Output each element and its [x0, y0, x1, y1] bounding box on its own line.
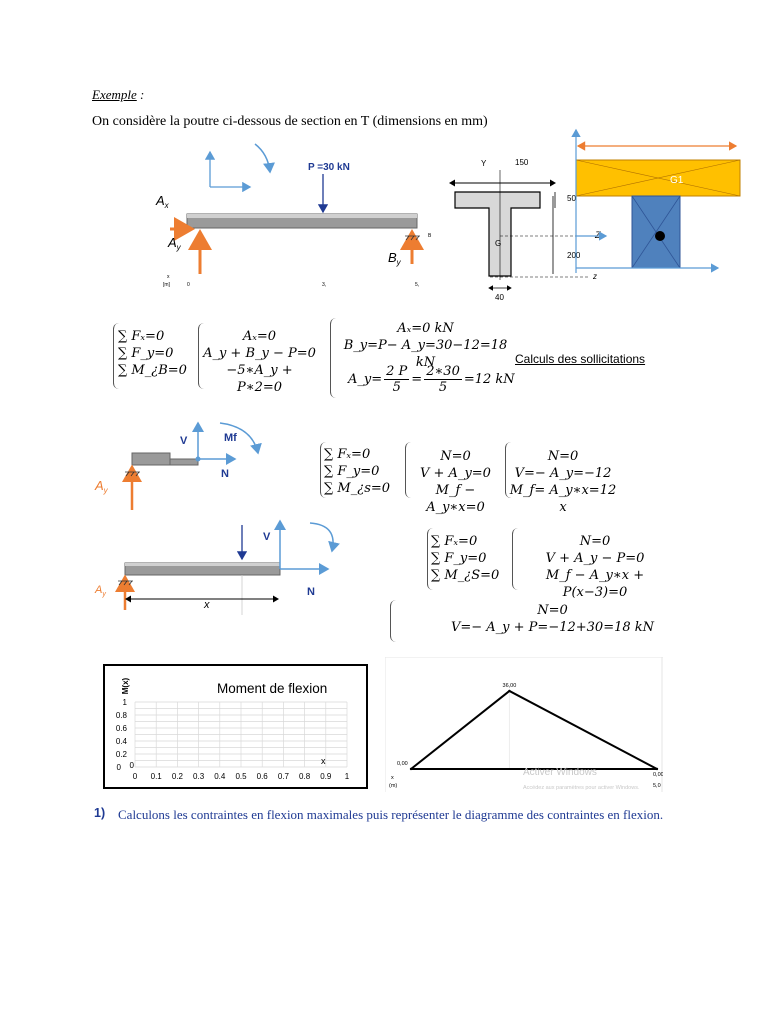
moment-chart: [385, 657, 663, 792]
eq2-sys1-line: ∑ Fₓ=0: [324, 447, 371, 462]
width-label: 150: [515, 158, 529, 167]
eq1-frac1: [384, 364, 409, 395]
eq1-frac2: [424, 364, 462, 395]
cut2-m-arrow: [310, 523, 333, 551]
chart-ylabel: M(x): [121, 677, 130, 695]
g1-label: G1: [670, 175, 684, 186]
cut2-ay-label: [94, 584, 106, 598]
cut2-ay-main: A: [95, 584, 103, 596]
empty-chart-frame: [103, 664, 368, 789]
ax-sub: x: [164, 201, 169, 210]
flange-height-label: 50: [567, 194, 576, 203]
eq3-sys1-line: ∑ M_¿S=0: [431, 568, 500, 583]
y-tick-label: 0.8: [115, 711, 127, 720]
eq1-frac2-num: 2∗30: [426, 363, 460, 379]
cut2-x-label: x: [204, 599, 210, 611]
eq4-sys: [440, 602, 665, 638]
eq1-eq: =: [411, 371, 423, 387]
z-axis-label: Z: [595, 230, 601, 240]
eq2-sys3: [508, 448, 618, 516]
eq3-sys1: [431, 533, 499, 584]
eq1-sys2-line: Aₓ=0: [242, 329, 277, 344]
axis-x-label: x: [167, 274, 170, 280]
cut1-ay-main: A: [95, 478, 104, 493]
tick-5: 5,: [415, 282, 420, 288]
x-tick-label: 0.4: [214, 772, 226, 781]
cut1-mf-label: Mf: [224, 432, 237, 444]
y-tick-label: 1: [122, 698, 127, 707]
x-axis-label: x: [391, 775, 394, 781]
cut1-figure: [90, 415, 280, 515]
x-tick-label: 1: [344, 772, 350, 781]
eq1-rhs: =12 kN: [463, 371, 515, 387]
eq2-sys3-line: N=0: [547, 449, 579, 464]
beam-figure: [150, 132, 435, 297]
cut1-beam-step: [170, 459, 198, 465]
moment-point: [508, 690, 510, 692]
cut2-diagram: [90, 515, 360, 630]
cut2-v-label: V: [263, 531, 271, 543]
colored-section-diagram: [568, 128, 743, 283]
eq2-sys2: [408, 448, 503, 516]
g-label: G: [495, 239, 502, 248]
watermark-title: Activer Windows: [523, 767, 597, 778]
centroid-dot: [655, 231, 665, 241]
intro-text: On considère la poutre ci-dessous de section en T (dimensions en mm): [92, 114, 488, 129]
axis-unit-label: [m]: [163, 282, 170, 288]
eq1-sys1: [118, 328, 187, 379]
eq1-ay-lhs: A_y=: [348, 371, 383, 387]
x-axis-unit: (m): [389, 783, 398, 789]
ax-main: A: [156, 193, 165, 208]
eq1-frac1-den: 5: [392, 379, 401, 395]
ay-label: [167, 235, 182, 252]
tick-3: 3,: [322, 282, 327, 288]
cut1-v-label: V: [180, 435, 188, 447]
x-tick-label: 0.2: [171, 772, 183, 781]
eq3-sys2-line: V + A_y − P=0: [545, 551, 645, 566]
colored-section-figure: [568, 128, 743, 283]
y-axis-label: Y: [481, 159, 487, 168]
tick-0: 0: [187, 282, 190, 288]
x-tick-label: 0.3: [193, 772, 205, 781]
example-label: Exemple: [92, 87, 137, 102]
cut1-ay-label: [94, 478, 109, 495]
eq4-line: N=0: [537, 603, 568, 618]
height-label: 200: [567, 251, 581, 260]
right-tick-label: 5,0: [653, 783, 661, 789]
y-tick-label: 0.4: [115, 737, 127, 746]
x-tick-label: 0.8: [299, 772, 311, 781]
eq1-sys3-line2: B_y=P− A_y=30−12=18 kN: [343, 338, 508, 370]
calc-section-label: Calculs des sollicitations: [515, 352, 646, 366]
question-text: Calculons les contraintes en flexion maximales puis représenter le diagramme des contraintes en flexion.: [118, 807, 664, 822]
x-tick-label: 0.5: [235, 772, 247, 781]
by-sub: y: [396, 258, 401, 267]
eq2-sys1-line: ∑ F_y=0: [324, 464, 380, 479]
eq1-sys3-line1: Aₓ=0 kN: [397, 321, 454, 336]
x-tick-label: 0: [132, 772, 138, 781]
eq2-sys2-line: N=0: [440, 449, 471, 464]
cut2-ay-sub: y: [102, 591, 106, 598]
web-width-label: 40: [495, 293, 504, 302]
cut1-ay-sub: y: [103, 486, 108, 495]
eq1-sys2-line: A_y + B_y − P=0: [203, 346, 316, 361]
brace-4: [390, 600, 397, 642]
y-tick-label: 0.6: [115, 724, 127, 733]
y-tick-label: 0: [129, 761, 134, 770]
chart-title: Moment de flexion: [217, 681, 328, 696]
peak-value-label: 36,00: [502, 683, 517, 689]
eq1-sys2-line: −5∗A_y + P∗2=0: [226, 363, 293, 395]
watermark-subtitle: Accédez aux paramètres pour activer Windows.: [523, 785, 640, 791]
eq3-sys1-line: ∑ Fₓ=0: [431, 534, 478, 549]
eq2-sys2-line: V + A_y=0: [420, 466, 491, 481]
eq1-sys1-line: ∑ Fₓ=0: [118, 329, 165, 344]
eq2-sys2-line: M_f − A_y∗x=0: [426, 483, 485, 515]
eq2-sys3-line: M_f= A_y∗x=12 x: [509, 483, 617, 515]
eq1-sys1-line: ∑ M_¿B=0: [118, 363, 187, 378]
b-label: B: [428, 233, 432, 239]
beam-highlight: [187, 214, 417, 218]
eq4-line: V=− A_y + P=−12+30=18 kN: [450, 620, 655, 635]
eq1-sys3-line3: [348, 362, 515, 396]
x-tick-label: 0.1: [150, 772, 162, 781]
eq1-sys2: [202, 328, 317, 396]
x-tick-label: 0.9: [320, 772, 332, 781]
by-label: [388, 250, 402, 267]
ref-rotation-arrow: [255, 144, 270, 172]
eq2-sys1-line: ∑ M_¿s=0: [324, 481, 391, 496]
cut1-beam: [132, 453, 170, 465]
moment-point: [656, 768, 658, 770]
x-tick-label: 0.6: [256, 772, 268, 781]
eq1-frac1-num: 2 P: [386, 363, 408, 379]
left-value-label: 0,00: [397, 761, 408, 767]
example-heading: [92, 87, 144, 103]
t-shape: [455, 192, 540, 276]
y-origin-label: 0: [116, 763, 121, 772]
cut2-n-label: N: [307, 586, 315, 598]
ay-sub: y: [176, 243, 181, 252]
eq3-sys2-line: M_f − A_y∗x + P(x−3)=0: [545, 568, 645, 600]
chart-xlabel: x: [321, 756, 326, 766]
empty-chart: [105, 666, 366, 787]
x-tick-label: 0.7: [277, 772, 289, 781]
z-base-label: z: [593, 272, 597, 281]
load-label: P =30 kN: [308, 162, 350, 173]
eq2-sys3-line: V=− A_y=−12: [514, 466, 612, 481]
moment-diagram-frame: [385, 657, 663, 792]
example-colon: :: [140, 87, 145, 102]
cut1-n-label: N: [221, 468, 229, 480]
eq3-sys2: [515, 533, 675, 601]
moment-point: [410, 768, 412, 770]
question-number: 1): [94, 806, 106, 820]
eq3-sys1-line: ∑ F_y=0: [431, 551, 487, 566]
eq1-frac2-den: 5: [438, 379, 448, 395]
cut1-diagram: [90, 415, 280, 515]
cut2-figure: [90, 515, 360, 630]
eq1-sys1-line: ∑ F_y=0: [118, 346, 174, 361]
eq2-sys1: [324, 446, 390, 498]
right-value-label: 0,00: [653, 772, 663, 778]
beam-diagram: [150, 132, 435, 297]
cut2-beam-highlight: [125, 563, 280, 566]
ay-main: A: [168, 235, 177, 250]
moment-series-line: [411, 691, 657, 769]
ax-label: [155, 193, 170, 210]
by-main: B: [388, 250, 397, 265]
y-tick-label: 0.2: [115, 750, 127, 759]
eq3-sys2-line: N=0: [579, 534, 611, 549]
